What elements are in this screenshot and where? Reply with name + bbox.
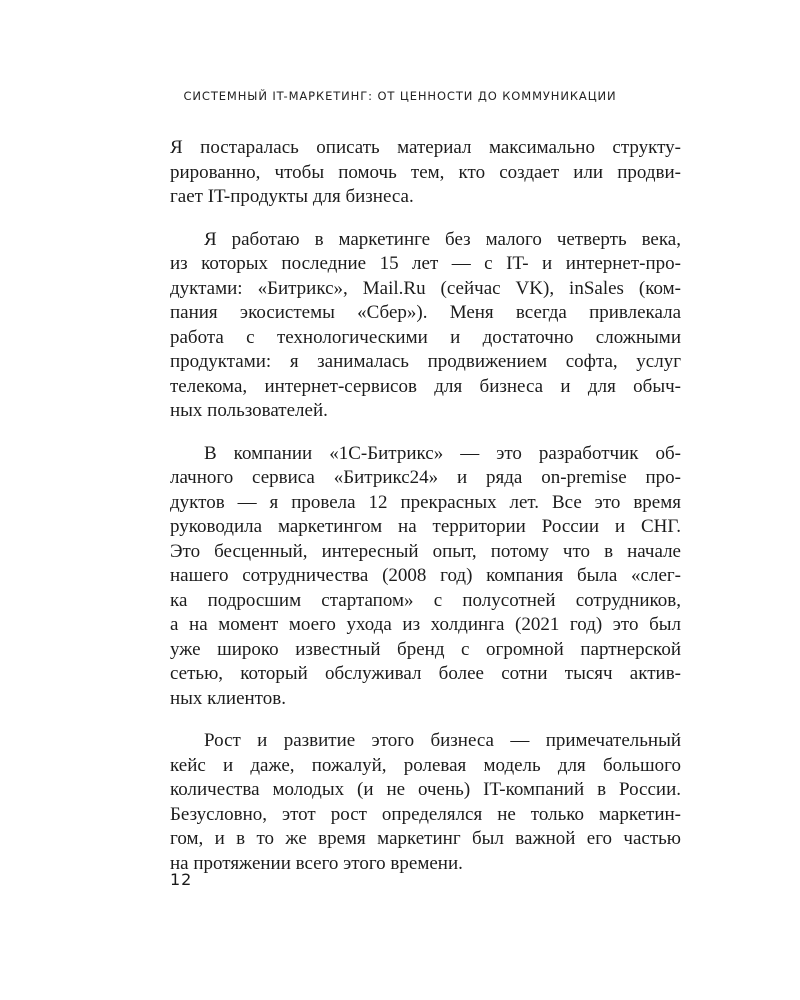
text-line: рированно, чтобы помочь тем, кто создает или продви- (170, 161, 681, 183)
text-line: ка подросшим стартапом» с полусотней сотрудников, (170, 589, 681, 611)
text-line: руководила маркетингом на территории России и СНГ. (170, 516, 681, 537)
text-line: работа с технологическими и достаточно сложными (170, 326, 681, 348)
text-line: продуктами: я занималась продвижением софта, услуг (170, 351, 681, 372)
text-line: Это бесценный, интересный опыт, потому что в начале (170, 540, 681, 562)
text-line: Я работаю в маркетинге без малого четверть века, (204, 228, 681, 250)
text-line: кейс и даже, пожалуй, ролевая модель для большого (170, 754, 681, 776)
text-line: Я постаралась описать материал максимально структу- (170, 137, 681, 158)
text-line: количества молодых (и не очень) IT-компаний в России. (170, 779, 681, 800)
text-line: дуктов — я провела 12 прекрасных лет. Все это время (170, 491, 681, 513)
text-line: сетью, который обслуживал более сотни тысяч актив- (170, 663, 681, 684)
paragraph-intro (170, 136, 681, 210)
body-text (170, 136, 681, 894)
text-line: Рост и развитие этого бизнеса — примечательный (204, 730, 681, 751)
text-line: из которых последние 15 лет — с IT- и интернет-про- (170, 253, 681, 274)
text-line: Безусловно, этот рост определялся не только маркетин- (170, 803, 681, 825)
running-header: СИСТЕМНЫЙ IT-МАРКЕТИНГ: ОТ ЦЕННОСТИ ДО КОММУНИКАЦИИ (183, 89, 617, 103)
text-line: ных пользователей. (170, 400, 328, 421)
paragraph-growth (170, 729, 681, 876)
text-line: гом, и в то же время маркетинг был важной его частью (170, 828, 681, 849)
text-line: гает IT-продукты для бизнеса. (170, 186, 414, 207)
text-line: ных клиентов. (170, 687, 286, 709)
text-line: на протяжении всего этого времени. (170, 852, 463, 874)
text-line: а на момент моего ухода из холдинга (2021 год) это был (170, 614, 681, 635)
text-line: лачного сервиса «Битрикс24» и ряда on-premise про- (170, 467, 681, 488)
page-number: 12 (170, 870, 193, 889)
paragraph-experience (170, 228, 681, 424)
text-line: нашего сотрудничества (2008 год) компания была «слег- (170, 565, 681, 586)
text-line: уже широко известный бренд с огромной партнерской (170, 638, 681, 660)
text-line: телекома, интернет-сервисов для бизнеса и для обыч- (170, 375, 681, 397)
text-line: В компании «1С-Битрикс» — это разработчик об- (204, 442, 681, 464)
text-line: пания экосистемы «Сбер»). Меня всегда привлекала (170, 302, 681, 323)
paragraph-bitrix (170, 442, 681, 712)
text-line: дуктами: «Битрикс», Mail.Ru (сейчас VK), inSales (ком- (170, 277, 681, 299)
